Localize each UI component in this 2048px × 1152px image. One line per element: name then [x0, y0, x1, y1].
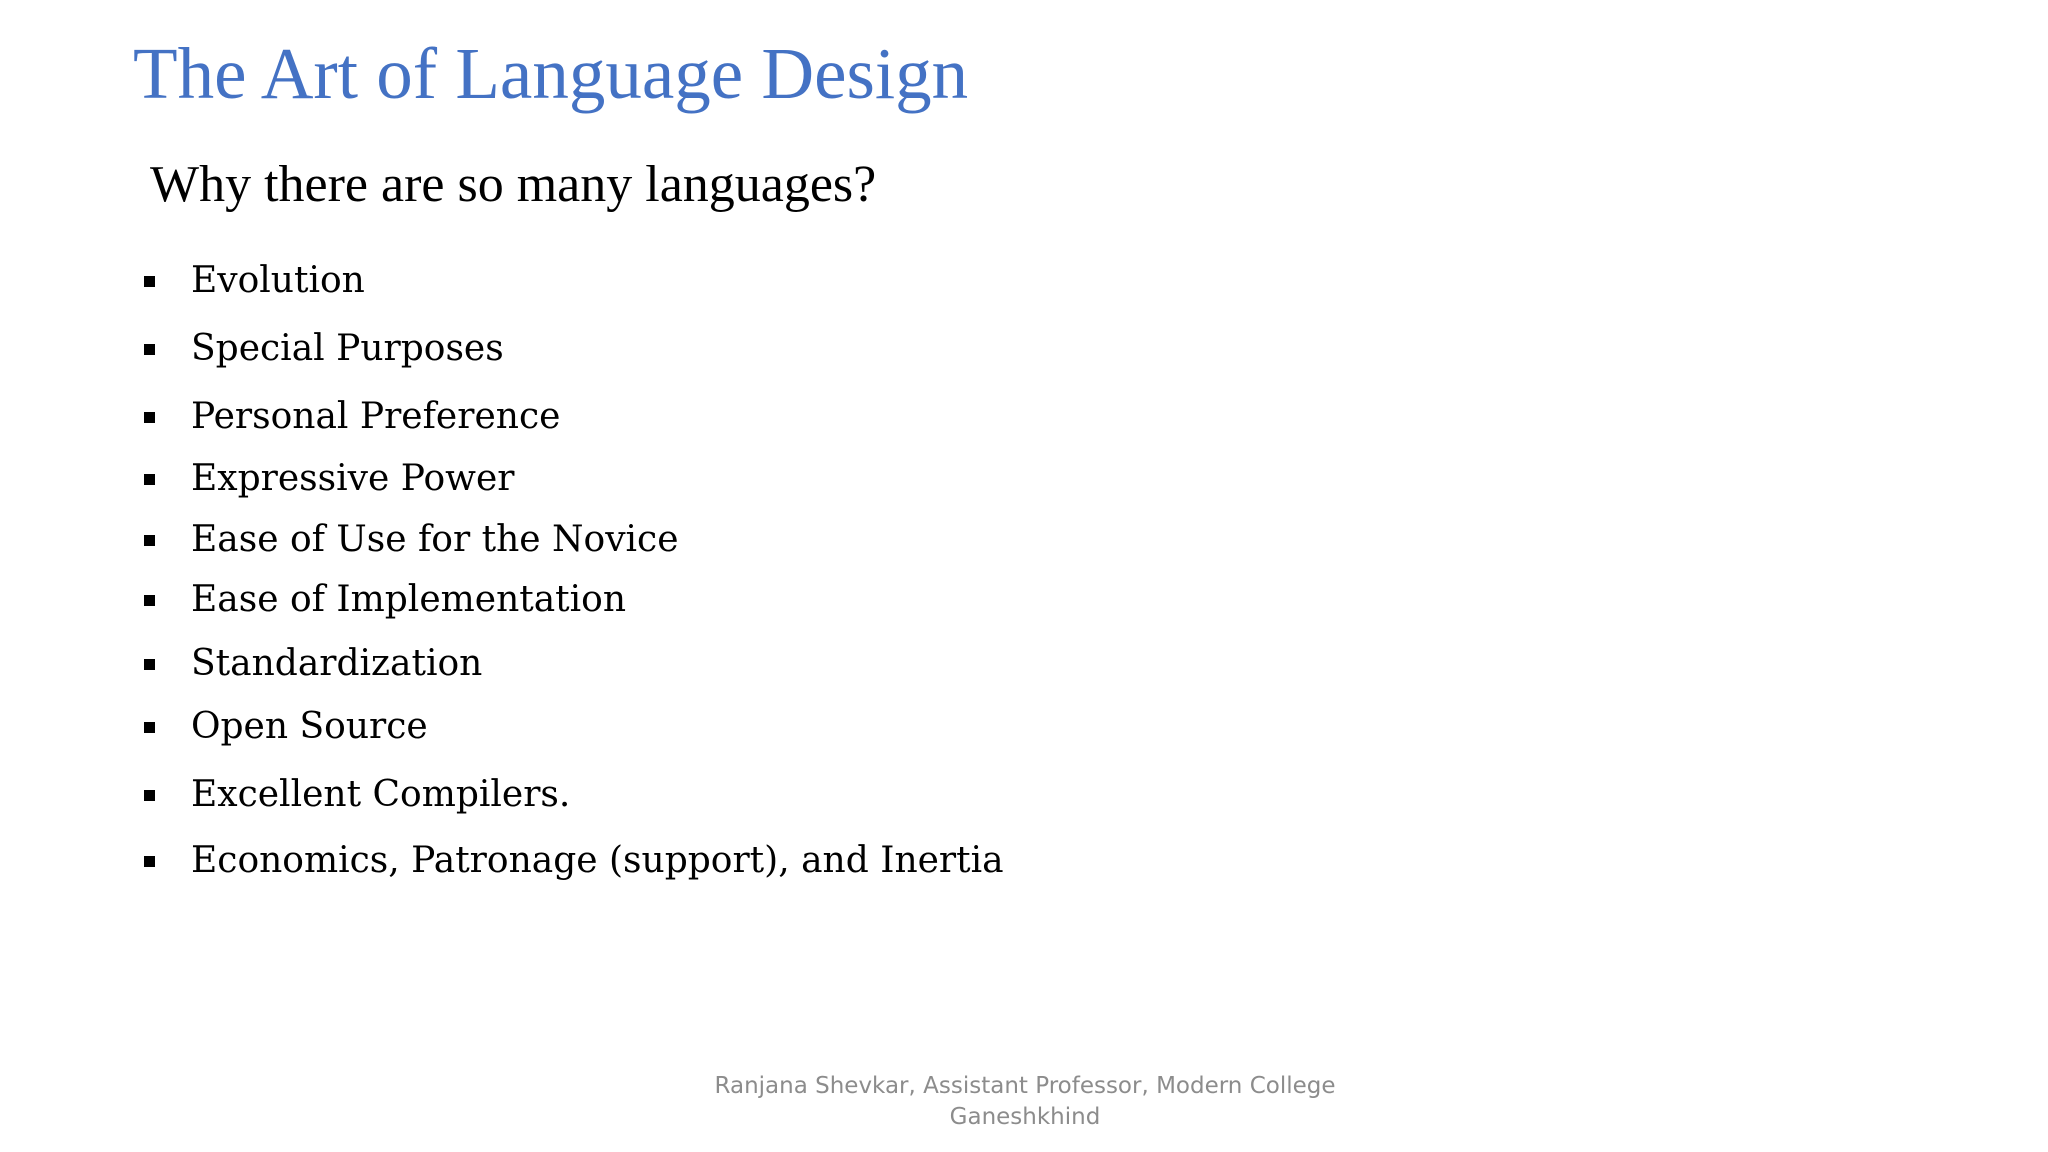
bullet-text: Excellent Compilers. — [191, 774, 571, 815]
bullet-item-open-source — [144, 702, 428, 752]
bullet-text: Special Purposes — [191, 328, 504, 369]
square-bullet-icon — [144, 856, 155, 867]
bullet-item-evolution — [144, 256, 365, 306]
slide-subtitle: Why there are so many languages? — [150, 156, 877, 213]
bullet-item-economics — [144, 836, 1004, 886]
bullet-text: Ease of Implementation — [191, 579, 627, 620]
bullet-item-standardization — [144, 639, 482, 689]
bullet-text: Personal Preference — [191, 396, 561, 437]
slide-footer — [700, 1071, 1350, 1133]
square-bullet-icon — [144, 595, 155, 606]
bullet-item-personal-preference — [144, 392, 560, 442]
square-bullet-icon — [144, 412, 155, 423]
bullet-item-expressive-power — [144, 454, 514, 504]
square-bullet-icon — [144, 474, 155, 485]
square-bullet-icon — [144, 722, 155, 733]
bullet-item-special-purposes — [144, 324, 504, 374]
square-bullet-icon — [144, 535, 155, 546]
square-bullet-icon — [144, 344, 155, 355]
bullet-text: Open Source — [191, 706, 428, 747]
bullet-text: Standardization — [191, 643, 483, 684]
bullet-item-ease-of-implementation — [144, 575, 626, 625]
bullet-text: Ease of Use for the Novice — [191, 519, 679, 560]
footer-line-1: Ranjana Shevkar, Assistant Professor, Modern College — [714, 1073, 1336, 1099]
square-bullet-icon — [144, 276, 155, 287]
bullet-text: Evolution — [191, 260, 365, 301]
bullet-item-excellent-compilers — [144, 770, 570, 820]
bullet-text: Expressive Power — [191, 458, 515, 499]
square-bullet-icon — [144, 659, 155, 670]
slide-title: The Art of Language Design — [133, 33, 969, 114]
square-bullet-icon — [144, 790, 155, 801]
bullet-text: Economics, Patronage (support), and Inertia — [191, 840, 1004, 881]
footer-line-2: Ganeshkhind — [949, 1104, 1101, 1130]
bullet-item-ease-of-use — [144, 515, 679, 565]
